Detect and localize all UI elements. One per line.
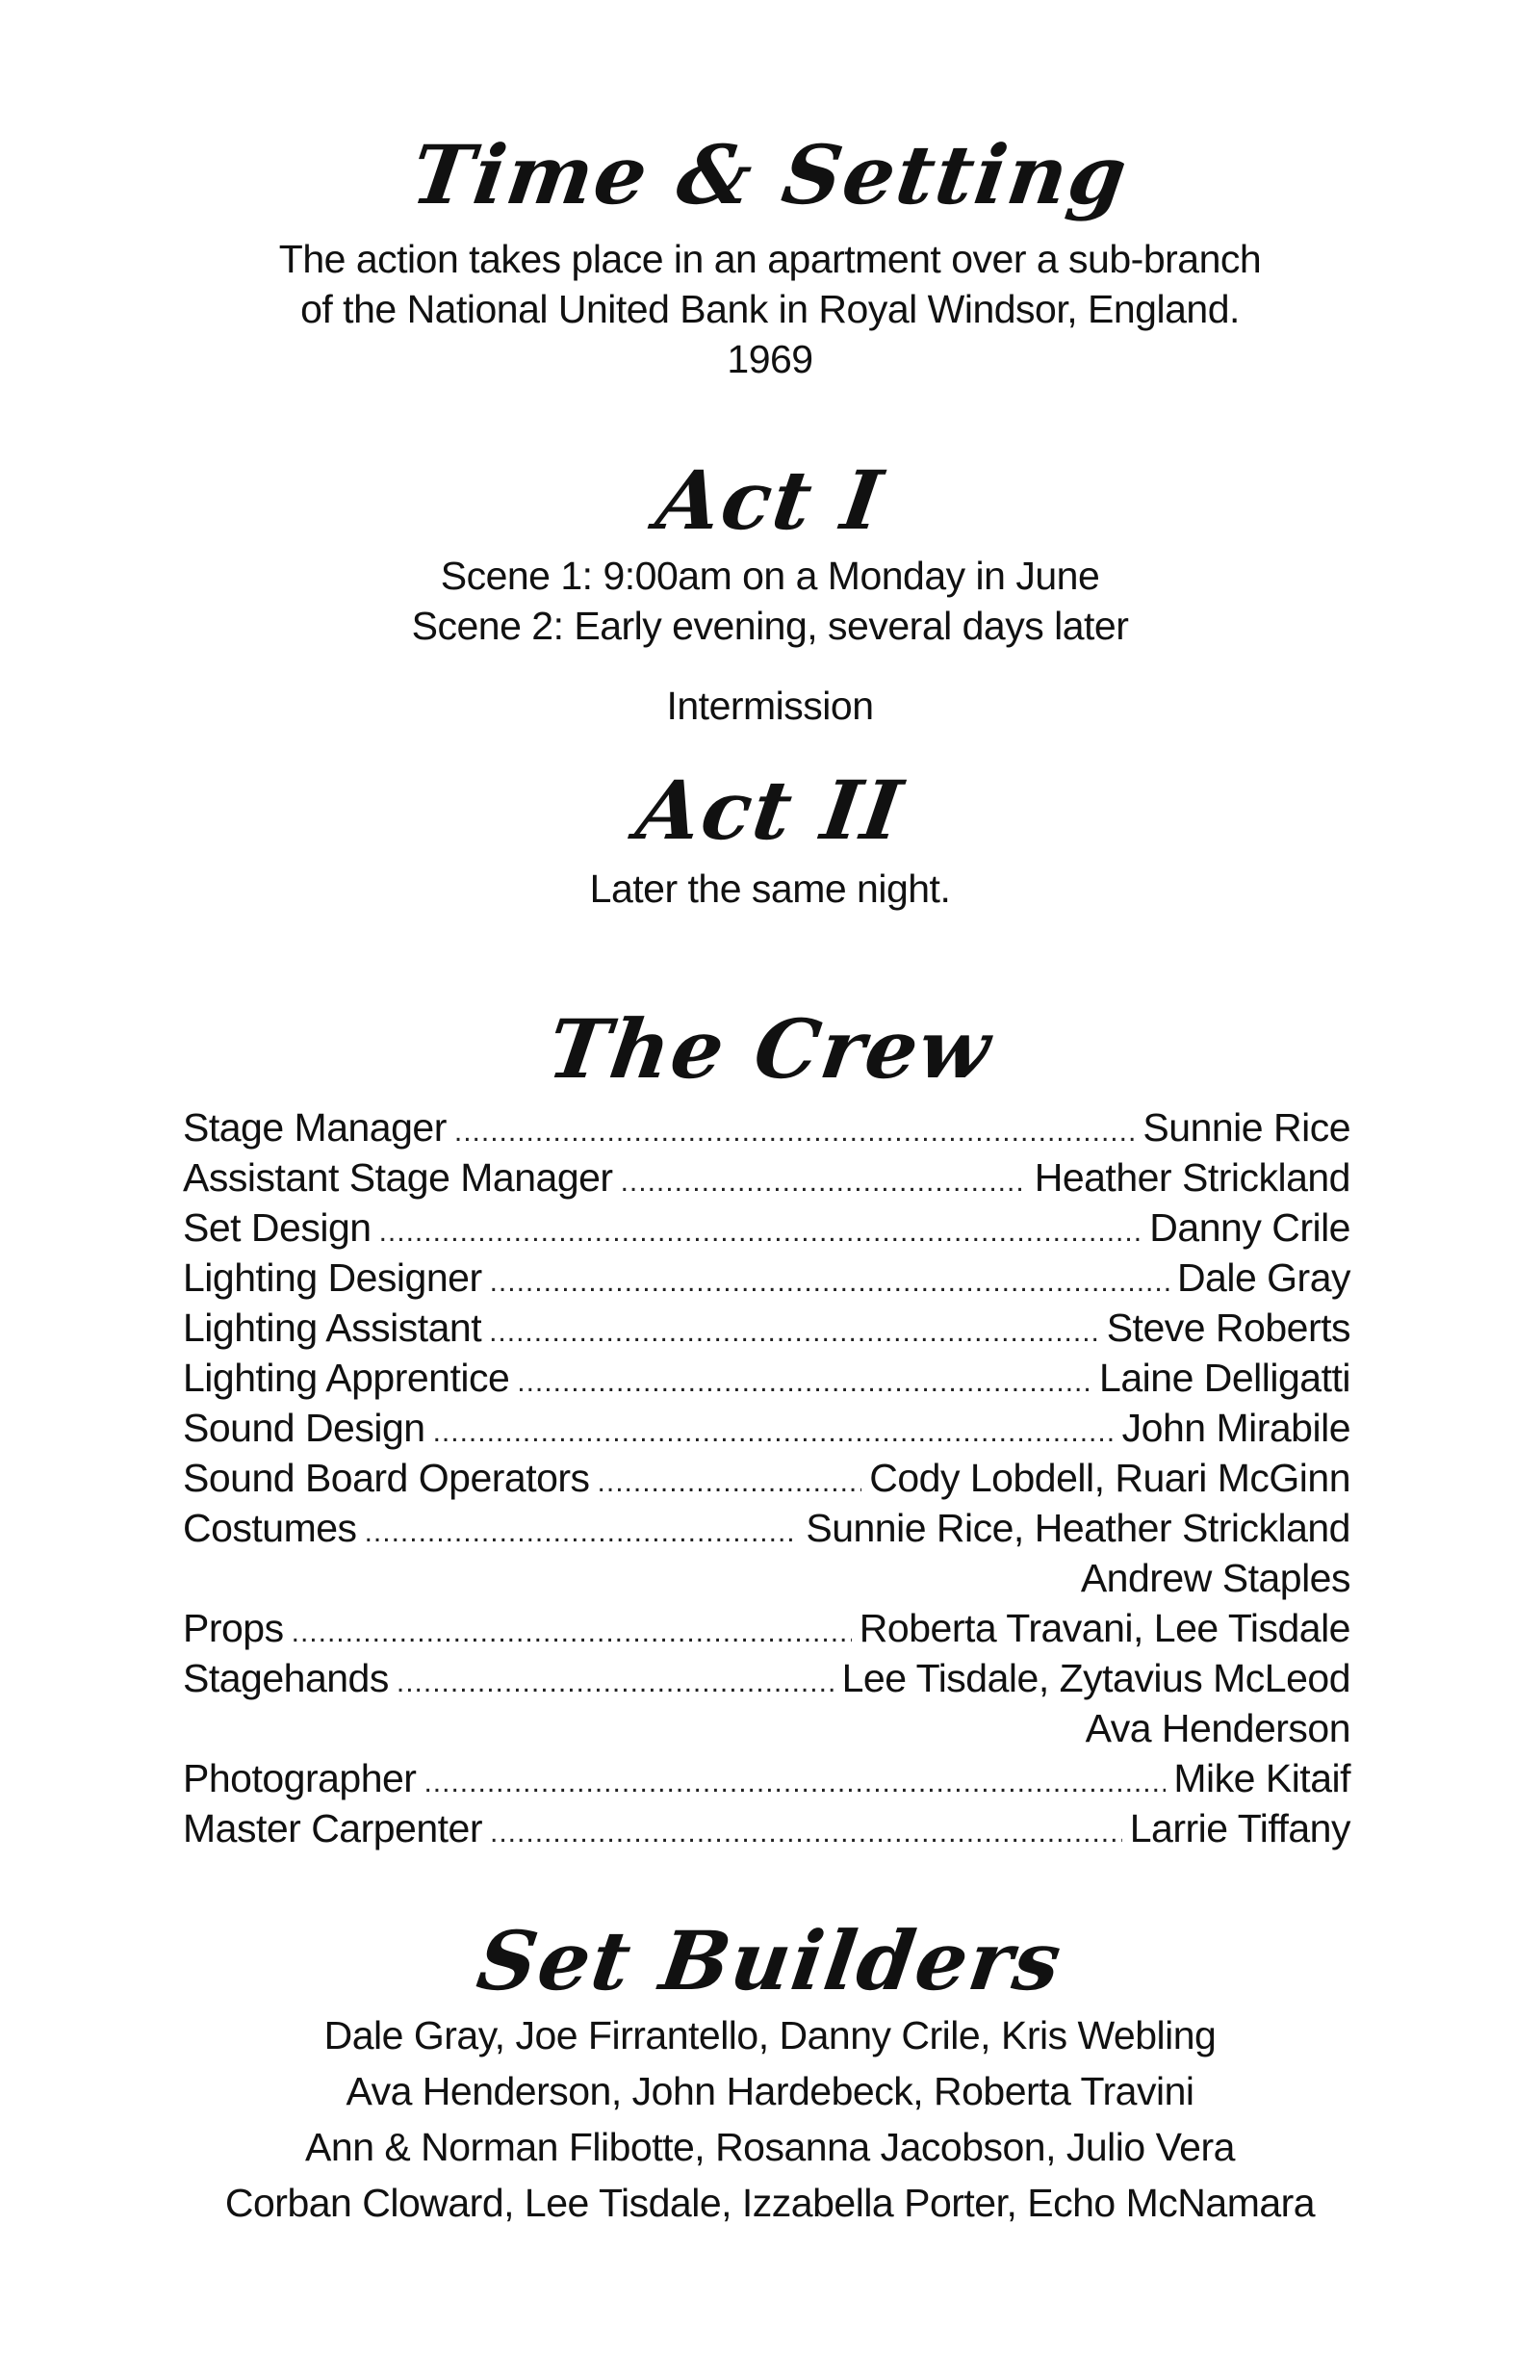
crew-role: Lighting Designer [183, 1255, 482, 1300]
dot-leader [454, 1107, 1136, 1157]
dot-leader [598, 1458, 862, 1508]
dot-leader [365, 1508, 799, 1558]
set-builders-line-4: Corban Cloward, Lee Tisdale, Izzabella Porter, Echo McNamara [224, 2181, 1316, 2225]
crew-role: Photographer [183, 1756, 417, 1800]
crew-name: Heather Strickland [1034, 1155, 1350, 1200]
dot-leader [397, 1658, 834, 1708]
crew-name: Dale Gray [1176, 1255, 1350, 1300]
time-setting-heading: Time & Setting [405, 127, 1135, 222]
crew-name: Cody Lobdell, Ruari McGinn [869, 1456, 1350, 1500]
crew-name: John Mirabile [1121, 1406, 1350, 1450]
crew-role: Props [183, 1606, 284, 1650]
dot-leader [292, 1608, 852, 1658]
act-2-heading: Act II [630, 763, 910, 858]
crew-row [183, 1453, 1350, 1503]
crew-name: Lee Tisdale, Zytavius McLeod [841, 1656, 1350, 1700]
crew-row [183, 1603, 1350, 1653]
crew-row [183, 1253, 1350, 1303]
act-1-scene-1: Scene 1: 9:00am on a Monday in June [440, 554, 1100, 598]
dot-leader [424, 1758, 1166, 1808]
crew-row [183, 1803, 1350, 1853]
crew-name: Sunnie Rice [1142, 1105, 1350, 1150]
crew-heading: The Crew [542, 1001, 998, 1097]
set-builders-list [0, 2007, 1540, 2231]
crew-role: Set Design [183, 1205, 372, 1250]
crew-role: Costumes [183, 1506, 357, 1550]
dot-leader [489, 1307, 1099, 1358]
crew-role: Stagehands [183, 1656, 389, 1700]
dot-leader [433, 1408, 1115, 1458]
crew-role: Stage Manager [183, 1105, 447, 1150]
crew-role: Sound Design [183, 1406, 425, 1450]
act-1-heading: Act I [651, 453, 889, 548]
intermission-text: Intermission [666, 684, 874, 728]
crew-row [183, 1353, 1350, 1403]
crew-name: Sunnie Rice, Heather Strickland [806, 1506, 1350, 1550]
crew-role: Assistant Stage Manager [183, 1155, 613, 1200]
crew-row [183, 1403, 1350, 1453]
dot-leader [490, 1808, 1122, 1858]
crew-name-continued: Andrew Staples [1080, 1556, 1350, 1600]
act-1-scenes [0, 551, 1540, 651]
crew-name: Larrie Tiffany [1129, 1806, 1350, 1850]
crew-name: Roberta Travani, Lee Tisdale [859, 1606, 1350, 1650]
crew-row [183, 1503, 1350, 1553]
set-builders-line-2: Ava Henderson, John Hardebeck, Roberta Travini [346, 2069, 1194, 2113]
set-builders-heading: Set Builders [472, 1913, 1068, 2008]
act-1-scene-2: Scene 2: Early evening, several days later [411, 604, 1129, 648]
dot-leader [621, 1157, 1027, 1207]
setting-line-2: of the National United Bank in Royal Windsor, England. [300, 287, 1240, 331]
crew-name: Steve Roberts [1106, 1306, 1350, 1350]
dot-leader [490, 1257, 1169, 1307]
crew-name: Mike Kitaif [1173, 1756, 1350, 1800]
crew-role: Sound Board Operators [183, 1456, 590, 1500]
setting-year: 1969 [727, 337, 813, 381]
crew-role: Lighting Assistant [183, 1306, 482, 1350]
crew-row [183, 1653, 1350, 1703]
crew-list [183, 1102, 1350, 1853]
crew-name-continued: Ava Henderson [1085, 1706, 1350, 1750]
crew-row [183, 1203, 1350, 1253]
crew-role: Lighting Apprentice [183, 1356, 510, 1400]
setting-line-1: The action takes place in an apartment over a sub-branch [278, 237, 1262, 281]
set-builders-line-1: Dale Gray, Joe Firrantello, Danny Crile, Kris Webling [323, 2013, 1217, 2057]
set-builders-line-3: Ann & Norman Flibotte, Rosanna Jacobson, Julio Vera [305, 2125, 1235, 2169]
crew-role: Master Carpenter [183, 1806, 483, 1850]
crew-name: Danny Crile [1149, 1205, 1350, 1250]
time-setting-text [0, 234, 1540, 384]
dot-leader [379, 1207, 1142, 1257]
crew-row [183, 1102, 1350, 1152]
dot-leader [517, 1358, 1091, 1408]
crew-name: Laine Delligatti [1099, 1356, 1350, 1400]
crew-row [183, 1303, 1350, 1353]
crew-row [183, 1753, 1350, 1803]
crew-row [183, 1152, 1350, 1203]
act-2-text: Later the same night. [589, 867, 951, 911]
